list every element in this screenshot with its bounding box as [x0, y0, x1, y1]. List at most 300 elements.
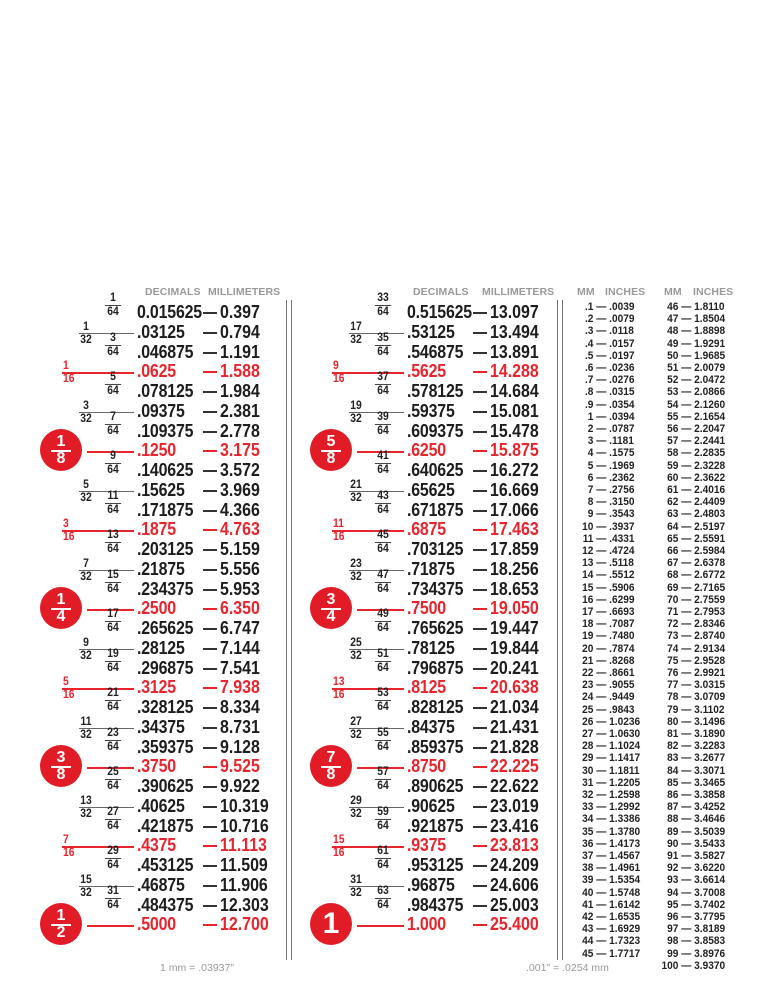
fraction-16th-leader	[332, 530, 404, 531]
dash-separator: —	[678, 667, 695, 679]
millimeter-value: 9.525	[220, 755, 260, 777]
inch-value: 3.7402	[694, 898, 726, 911]
denominator: 64	[377, 582, 389, 595]
denominator: 64	[107, 503, 119, 516]
mm-value: 33	[582, 801, 594, 814]
inch-value: .2362	[609, 471, 635, 484]
dash-separator	[473, 332, 487, 334]
inch-value: .0394	[609, 410, 635, 423]
millimeter-value: 10.319	[220, 794, 269, 816]
millimeter-value: 25.400	[490, 913, 539, 935]
conversion-row	[660, 338, 725, 350]
mm-value: 84	[667, 764, 679, 777]
mm-value: 14	[582, 569, 594, 582]
inch-value: .6693	[609, 606, 635, 618]
millimeter-value: 6.747	[220, 617, 260, 638]
inch-value: 2.3622	[694, 471, 726, 484]
dash-separator: —	[593, 850, 610, 862]
dash-separator: —	[678, 740, 695, 753]
fraction-64th	[375, 570, 391, 595]
numerator: 15	[105, 570, 121, 583]
mm-value: 52	[667, 374, 679, 387]
fraction-32nd: 11 32	[80, 715, 92, 741]
mm-value: 81	[667, 728, 679, 740]
dash-separator: —	[678, 471, 695, 484]
decimal-value: .15625	[137, 478, 185, 500]
dash-separator: —	[593, 764, 610, 777]
millimeter-value: 12.303	[220, 893, 269, 915]
conversion-row	[660, 411, 725, 423]
dash-separator: —	[593, 874, 610, 887]
denominator: 64	[377, 385, 389, 397]
conversion-row	[575, 691, 634, 703]
dash-separator: —	[678, 581, 695, 594]
millimeter-value: 10.716	[220, 814, 269, 836]
decimal-value: .765625	[407, 617, 464, 638]
dash-separator: —	[678, 728, 695, 740]
dash-separator: —	[593, 362, 610, 374]
numerator: 37	[375, 372, 391, 385]
denominator: 64	[377, 740, 389, 753]
decimal-value: .578125	[407, 380, 464, 401]
conversion-row	[575, 594, 634, 606]
denominator: 64	[377, 859, 389, 871]
mm-value: 46	[667, 301, 679, 313]
decimal-value: .84375	[407, 715, 455, 737]
inch-value: 3.5039	[694, 825, 726, 838]
mm-value: 100	[661, 959, 679, 972]
dash-separator: —	[593, 813, 610, 826]
conversion-row	[660, 960, 725, 972]
conversion-row	[575, 411, 634, 423]
mm-value: 79	[667, 703, 679, 716]
header-inches-2: INCHES	[693, 286, 734, 298]
inch-value: .1181	[609, 435, 634, 448]
dash-separator: —	[593, 606, 610, 618]
millimeter-value: 4.366	[220, 498, 260, 520]
dash-separator	[473, 589, 487, 591]
inch-value: 3.6614	[694, 874, 726, 887]
mm-value: 5	[587, 459, 594, 472]
numerator: 35	[375, 333, 391, 346]
inch-value: .5118	[609, 557, 634, 570]
dash-separator: —	[678, 801, 695, 814]
millimeter-value: 13.494	[490, 320, 539, 342]
inch-value: 3.8583	[694, 935, 726, 948]
dash-separator: —	[593, 862, 610, 875]
dash-separator: —	[678, 874, 695, 887]
mm-value: .9	[584, 398, 594, 411]
dash-separator: —	[593, 349, 610, 362]
inch-value: .8661	[609, 667, 635, 679]
inch-value: 2.3228	[694, 459, 726, 472]
dash-separator: —	[593, 410, 610, 423]
numerator: 7	[105, 412, 121, 425]
mm-value: 10	[582, 520, 594, 533]
conversion-row	[660, 752, 725, 764]
inch-value: 3.1890	[694, 728, 726, 740]
conversion-row	[660, 447, 725, 459]
mm-value: 21	[582, 654, 594, 667]
conversion-row	[575, 423, 634, 435]
dash-separator: —	[593, 703, 610, 716]
conversion-row	[660, 728, 725, 740]
dash-separator: —	[678, 837, 695, 850]
decimal-value: .90625	[407, 794, 455, 816]
denominator: 64	[377, 424, 389, 437]
mm-value: 34	[582, 813, 594, 826]
dash-separator	[473, 924, 487, 926]
fraction-32nd: 9 32	[80, 636, 92, 662]
conversion-row	[575, 887, 640, 899]
inch-value: .0354	[609, 398, 635, 411]
dash-separator: —	[593, 496, 610, 509]
decimal-value: .171875	[137, 498, 194, 520]
inch-value: 1.8504	[694, 313, 726, 326]
decimal-value: .359375	[137, 735, 194, 757]
inch-value: 3.4646	[694, 813, 726, 826]
inch-value: .6299	[609, 593, 635, 606]
mm-value: 61	[667, 484, 679, 496]
inch-value: 2.8346	[694, 618, 726, 631]
conversion-row	[575, 777, 640, 789]
dash-separator: —	[593, 313, 610, 326]
millimeter-value: 12.700	[220, 913, 269, 935]
mm-value: 50	[667, 349, 679, 362]
inch-value: 1.8110	[694, 301, 725, 313]
dash-separator: —	[593, 423, 610, 435]
millimeter-value: 9.922	[220, 775, 260, 796]
mm-value: 6	[587, 471, 594, 484]
header-millimeters-2: MILLIMETERS	[482, 286, 555, 298]
header-decimals-2: DECIMALS	[413, 286, 469, 298]
inch-value: 2.4409	[694, 496, 726, 509]
mm-value: 40	[582, 886, 594, 899]
dash-separator: —	[678, 496, 695, 509]
decimal-value: .5000	[137, 913, 176, 935]
millimeter-value: 1.588	[220, 360, 260, 382]
inch-value: 2.2047	[694, 423, 726, 435]
conversion-row	[575, 435, 634, 447]
fraction-32nd: 21 32	[350, 478, 362, 504]
decimal-value: .265625	[137, 617, 194, 638]
dash-separator: —	[593, 667, 610, 679]
mm-value: 68	[667, 569, 679, 582]
millimeter-value: 5.159	[220, 538, 260, 559]
inch-value: .0787	[609, 423, 635, 435]
inch-value: 1.6142	[609, 898, 641, 911]
denominator: 64	[107, 424, 119, 437]
mm-value: 2	[587, 423, 594, 435]
inch-value: 1.5748	[609, 886, 641, 899]
conversion-row	[660, 484, 725, 496]
mm-value: 72	[667, 618, 679, 631]
millimeter-value: 19.844	[490, 636, 539, 658]
inch-value: 2.9134	[694, 642, 726, 655]
inch-value: 1.5354	[609, 874, 641, 887]
dash-separator: —	[593, 886, 610, 899]
dash-separator	[473, 865, 487, 867]
conversion-row	[660, 582, 725, 594]
numerator: 1	[105, 293, 121, 306]
inch-value: 1.9291	[694, 337, 726, 350]
conversion-row	[575, 740, 640, 752]
numerator: 17	[105, 609, 121, 622]
conversion-row	[660, 862, 725, 874]
conversion-row	[660, 643, 725, 655]
denominator: 64	[107, 582, 119, 595]
fraction-64th	[375, 728, 391, 753]
numerator: 39	[375, 412, 391, 425]
inch-value: 3.7795	[694, 911, 726, 923]
conversion-row	[575, 911, 640, 923]
mm-value: .8	[584, 386, 594, 399]
mm-value: .6	[584, 362, 594, 374]
decimal-value: .1875	[137, 518, 176, 540]
conversion-row	[660, 399, 725, 411]
fraction-16th: 13 16	[333, 676, 345, 702]
mm-value: 32	[582, 789, 594, 801]
conversion-row	[660, 423, 725, 435]
inch-value: 3.5827	[694, 850, 726, 862]
mm-value: 70	[667, 593, 679, 606]
dash-separator: —	[678, 642, 695, 655]
dash-separator: —	[593, 825, 610, 838]
header-millimeters: MILLIMETERS	[208, 286, 281, 298]
denominator: 64	[107, 701, 119, 713]
numerator: 57	[375, 767, 391, 780]
dash-separator: —	[593, 593, 610, 606]
inch-value: 1.9685	[694, 349, 726, 362]
conversion-row	[575, 582, 634, 594]
conversion-row	[575, 545, 634, 557]
mm-value: 36	[582, 837, 594, 850]
decimal-value: .484375	[137, 893, 194, 915]
mm-value: 86	[667, 789, 679, 801]
millimeter-value: 16.272	[490, 459, 539, 480]
numerator: 19	[105, 649, 121, 662]
denominator: 64	[377, 701, 389, 713]
fraction-64th	[375, 491, 391, 516]
millimeter-value: 14.288	[490, 360, 539, 382]
mm-value: 76	[667, 667, 679, 679]
dash-separator: —	[593, 789, 610, 801]
denominator: 64	[107, 543, 119, 555]
numerator: 45	[375, 530, 391, 543]
dash-separator: —	[593, 691, 610, 704]
dash-separator	[473, 608, 487, 610]
inch-value: 3.7008	[694, 886, 726, 899]
millimeter-value: 18.256	[490, 557, 539, 579]
fraction-16th: 5 16	[63, 676, 75, 702]
numerator: 41	[375, 451, 391, 464]
mm-value: 85	[667, 776, 679, 789]
inch-value: 1.8898	[694, 325, 726, 338]
mm-value: 88	[667, 813, 679, 826]
numerator: 29	[105, 846, 121, 859]
dash-separator: —	[593, 459, 610, 472]
fraction-64th	[375, 688, 391, 713]
mm-value: 62	[667, 496, 679, 509]
numerator: 27	[105, 807, 121, 820]
dash-separator	[473, 450, 487, 452]
dash-separator: —	[678, 362, 695, 374]
mm-value: 28	[582, 740, 594, 753]
footer-left-note: 1 mm = .03937"	[160, 962, 235, 974]
numerator: 59	[375, 807, 391, 820]
conversion-row	[575, 606, 634, 618]
dash-separator: —	[678, 313, 695, 326]
inch-value: 1.7323	[609, 935, 641, 948]
fraction-badge: 1 4	[40, 587, 82, 629]
dash-separator	[473, 569, 487, 571]
millimeter-value: 3.969	[220, 478, 260, 500]
dash-separator: —	[678, 508, 695, 521]
conversion-row	[575, 313, 634, 325]
numerator: 23	[105, 728, 121, 741]
conversion-row	[660, 948, 725, 960]
dash-separator: —	[593, 947, 610, 960]
millimeter-value: 21.828	[490, 735, 539, 757]
denominator: 64	[377, 819, 389, 832]
dash-separator: —	[678, 776, 695, 789]
millimeter-value: 0.794	[220, 320, 260, 342]
inch-value: 3.8976	[694, 947, 726, 960]
mm-value: 65	[667, 532, 679, 545]
inch-value: 2.2441	[694, 435, 726, 448]
mm-value: 56	[667, 423, 679, 435]
decimal-value: .6875	[407, 518, 446, 540]
conversion-row	[660, 606, 725, 618]
decimal-value: .28125	[137, 636, 185, 658]
fraction-32nd: 3 32	[80, 399, 92, 425]
conversion-row	[660, 679, 725, 691]
mm-value: 9	[587, 508, 594, 521]
fraction-16th: 3 16	[63, 518, 75, 544]
fraction-badge: 5 8	[310, 429, 352, 471]
millimeter-value: 24.606	[490, 873, 539, 895]
millimeter-value: 23.813	[490, 834, 539, 856]
numerator: 11	[105, 491, 121, 504]
inch-value: 3.2677	[694, 752, 726, 765]
conversion-row	[575, 935, 640, 947]
fraction-64th	[375, 530, 391, 555]
dash-separator: —	[678, 923, 695, 936]
dash-separator: —	[678, 764, 695, 777]
dash-separator: —	[678, 606, 695, 618]
mm-value: 17	[582, 606, 594, 618]
conversion-row	[575, 728, 640, 740]
fraction-64th	[375, 333, 391, 358]
denominator: 64	[377, 898, 389, 911]
decimal-value: .296875	[137, 656, 194, 678]
conversion-row	[575, 325, 634, 337]
decimal-value: .109375	[137, 419, 194, 441]
conversion-row	[575, 521, 634, 533]
millimeter-value: 21.431	[490, 715, 539, 737]
dash-separator: —	[593, 898, 610, 911]
dash-separator: —	[678, 447, 695, 460]
fraction-16th: 1 16	[63, 360, 75, 386]
fraction-16th: 7 16	[63, 834, 75, 860]
mm-value: 15	[582, 581, 594, 594]
conversion-row	[660, 472, 725, 484]
dash-separator: —	[593, 923, 610, 936]
conversion-row	[575, 704, 634, 716]
millimeter-value: 7.541	[220, 656, 260, 678]
dash-separator: —	[593, 752, 610, 765]
decimal-value: .734375	[407, 577, 464, 599]
millimeter-value: 11.113	[220, 834, 267, 856]
inch-value: .3150	[609, 496, 635, 509]
mm-value: 42	[582, 911, 594, 923]
dash-separator: —	[593, 484, 610, 496]
conversion-row	[660, 740, 725, 752]
denominator: 64	[107, 464, 119, 476]
millimeter-value: 20.638	[490, 676, 539, 698]
conversion-row	[660, 521, 725, 533]
conversion-row	[575, 301, 634, 313]
decimal-value: .4375	[137, 834, 176, 856]
millimeter-value: 17.859	[490, 538, 539, 559]
dash-separator	[473, 391, 487, 393]
fraction-32nd: 1 32	[80, 320, 92, 346]
inch-value: 3.3465	[694, 776, 726, 789]
dash-separator	[473, 687, 487, 689]
fraction-32nd: 29 32	[350, 794, 362, 820]
inch-value: 3.2283	[694, 740, 726, 753]
decimal-value: .7500	[407, 597, 446, 619]
dash-separator: —	[593, 545, 610, 557]
conversion-row	[660, 667, 725, 679]
dash-separator: —	[593, 581, 610, 594]
dash-separator	[473, 529, 487, 531]
mm-value: 77	[667, 679, 679, 692]
fraction-16th-leader	[332, 688, 404, 689]
millimeter-value: 11.906	[220, 873, 268, 895]
millimeter-value: 4.763	[220, 518, 260, 540]
fraction-16th-leader	[332, 372, 404, 373]
dash-separator	[473, 766, 487, 768]
dash-separator: —	[678, 813, 695, 826]
millimeter-value: 22.225	[490, 755, 539, 777]
conversion-row	[660, 350, 725, 362]
dash-separator: —	[593, 447, 610, 460]
mm-value: 12	[582, 545, 594, 557]
inch-value: 3.3858	[694, 789, 726, 801]
inch-value: 2.7559	[694, 593, 726, 606]
dash-separator	[473, 747, 487, 749]
conversion-row	[660, 594, 725, 606]
fraction-32nd: 25 32	[350, 636, 362, 662]
inch-value: .7087	[609, 618, 635, 631]
dash-separator	[473, 806, 487, 808]
dash-separator: —	[678, 423, 695, 435]
decimal-value: .640625	[407, 459, 464, 480]
dash-separator: —	[678, 715, 695, 728]
mm-value: 13	[582, 557, 594, 570]
dash-separator: —	[593, 715, 610, 728]
fraction-16th-leader	[332, 846, 404, 847]
conversion-row	[660, 789, 725, 801]
dash-separator: —	[678, 618, 695, 631]
conversion-row	[575, 350, 634, 362]
fraction-64th	[375, 451, 391, 476]
dash-separator: —	[678, 557, 695, 570]
decimal-value: .203125	[137, 538, 194, 559]
mm-value: 60	[667, 471, 679, 484]
conversion-row	[575, 484, 634, 496]
